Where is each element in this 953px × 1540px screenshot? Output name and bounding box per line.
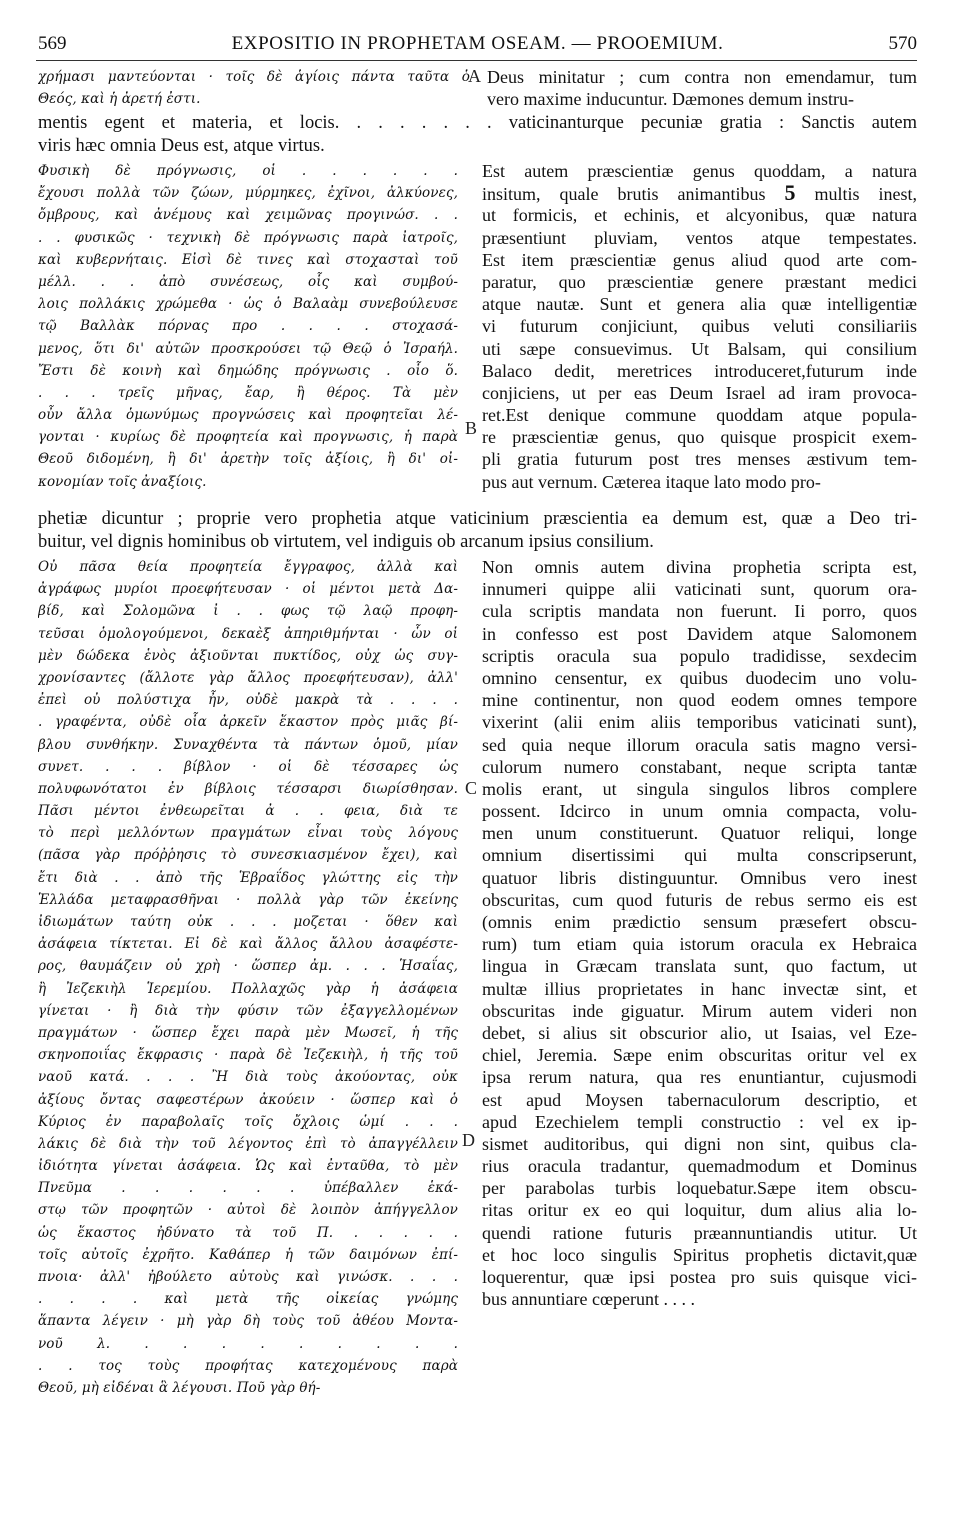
- latin-text-line: (omnis enim prædictio sensum præsefert obscu-: [482, 912, 917, 932]
- latin-text-line: mine continentur, non quod eodem omnes tempore: [482, 690, 917, 711]
- latin-text-line: lingua in Græcam translata sunt, quo factum, ut: [482, 956, 917, 977]
- header-rule: [36, 60, 917, 61]
- greek-text-line: πραγμάτων · ὥσπερ ἔχει παρὰ μὲν Μωσεῖ, ἡ τῆς: [38, 1024, 458, 1041]
- greek-text-line: Πνεῦμα . . . . . . ὑπέβαλλεν ἑκά-: [38, 1180, 458, 1197]
- greek-text-line: μενος, ὅτι δι' αὐτῶν προσκρούσει τῷ Θεῷ ὁ Ἰσραήλ.: [38, 340, 458, 357]
- full-width-text-line: phetiæ dicuntur ; proprie vero prophetia atque vaticinium præscientia ea demum est, quæ a Deo tri-: [38, 509, 917, 529]
- greek-text-line: (πᾶσα γὰρ πρόῤῥησις τὸ συνεσκιασμένον ἔχει), καὶ: [38, 847, 458, 864]
- latin-text-line: pus aut vernum. Cæterea itaque lato modo pro-: [482, 471, 821, 492]
- greek-text-line: τὸ περὶ μελλόντων πραγμάτων εἶναι τοὺς λόγους: [38, 825, 458, 842]
- greek-text-line: . . . . καὶ μετὰ τῆς οἰκείας γνώμης: [38, 1291, 458, 1308]
- latin-text-line: loquerentur, quæ ipsi postea pro suis quisque vici-: [482, 1267, 917, 1287]
- latin-text-fragment: insitum, quale brutis animantibus: [482, 184, 766, 205]
- latin-text-line: pli gratia futurum post tres menses æstivum tem-: [482, 449, 917, 470]
- greek-text-line: Θεοῦ διδομένη, ἢ δι' ἀρετὴν τοῖς ἀξίοις, ἢ δι' οἰ-: [38, 451, 458, 468]
- greek-column-1: [38, 160, 458, 493]
- latin-text-line: rum) tum etiam quia istorum oracula ex Hebraica: [482, 934, 917, 955]
- latin-text-line: omnino censentur, ex quibus duodecim uno volu-: [482, 667, 917, 688]
- greek-text-line: γίνεται · ἢ διὰ τὴν φύσιν τῶν ἐξαγγελλομένων: [38, 1002, 458, 1019]
- greek-text-line: . . τος τοὺς προφήτας κατεχομένους παρὰ: [38, 1357, 458, 1374]
- greek-text-line: σκηνοποιΐας ἔκφρασις · παρὰ δὲ Ἰεζεκιὴλ, ἡ τῆς τοῦ: [38, 1047, 458, 1064]
- latin-text-line: omnium disertissimi qui multa conscripserunt,: [482, 845, 917, 866]
- latin-text-line: innumeri quippe alii vaticinati sunt, quorum ora-: [482, 579, 917, 600]
- latin-text-line: Non omnis autem divina prophetia scripta est,: [482, 557, 917, 577]
- latin-text-line: in confesso est post Davidem atque Salomonem: [482, 623, 917, 644]
- latin-text-line: vero maxime inducuntur. Dæmones demum instru-: [487, 89, 854, 110]
- latin-text-line: obscuritas inde giguatur. Mirum autem videri non: [482, 1000, 917, 1021]
- page-header: [38, 33, 917, 59]
- right-page-number: 570: [888, 33, 917, 54]
- greek-text-line: ὡς ἕκαστος ἠδύνατο τὰ τοῦ Π. . . . . .: [38, 1224, 458, 1241]
- greek-text-line: τῷ Βαλλὰκ πόρνας προ . . . . στοχασά-: [38, 318, 458, 335]
- greek-text-line: ἰδιωμάτων ταύτη οὐκ . . . μοζεται · ὅθεν καὶ: [38, 914, 458, 930]
- greek-text-line: ὄμβρους, καὶ ἀνέμους καὶ χειμῶνας προγινώσ. . .: [38, 207, 458, 224]
- greek-text-line: καὶ κυβερνήταις. Εἰσὶ δὲ τινες καὶ στοχασταὶ τοῦ: [38, 251, 458, 268]
- latin-text-line: conjiciens, ut per eas Deum Israel ad iram provoca-: [482, 382, 917, 403]
- latin-text-line: chiel, Jeremia. Sæpe enim obscuritas oritur vel ex: [482, 1045, 917, 1066]
- latin-text-line: obscuritas, cum quod futuris de rebus sermo eis est: [482, 889, 917, 910]
- full-width-text-line: mentis egent et materia, et locis. . . . . . . . vaticinanturque pecuniæ gratia : Sanctis autem: [38, 113, 917, 133]
- greek-text-line: κονομίαν τοῖς ἀναξίοις.: [38, 473, 207, 490]
- greek-text-line: τοῖς αὐτοῖς ἐχρῆτο. Καθάπερ ἡ τῶν δαιμόνων ἐπί-: [38, 1246, 458, 1263]
- greek-text-line: Οὐ πᾶσα θεία προφητεία ἔγγραφος, ἀλλὰ καὶ: [38, 559, 458, 575]
- greek-text-line: λάκις δὲ διὰ τὴν τοῦ λέγοντος ἐπὶ τὸ ἀπαγγέλλειν: [38, 1135, 458, 1152]
- greek-text-line: νοῦ λ. . . . . . . . . .: [38, 1335, 458, 1352]
- greek-text-line: Φυσικὴ δὲ πρόγνωσις, οἱ . . . . . .: [38, 163, 458, 179]
- greek-text-line: Ἔστι δὲ κοινὴ καὶ δημώδης πρόγνωσις . οἷο ὅ.: [38, 362, 458, 379]
- greek-column-2: [38, 556, 458, 1399]
- latin-text-line: [482, 182, 917, 204]
- greek-text-line: ρος, θαυμάζειν οὐ χρὴ · ὥσπερ ἀμ. . . . Ἡσαΐας,: [38, 958, 458, 975]
- latin-text-line: men unum constituerunt. Quatuor reliqui, longe: [482, 823, 917, 844]
- greek-text-line: ἔχουσι πολλὰ τῶν ζώων, μύρμηκες, ἐχῖνοι, ἀλκύονες,: [38, 185, 458, 202]
- margin-marker-d: D: [462, 1130, 475, 1150]
- latin-text-line: Deus minitatur ; cum contra non emendamur, tum: [487, 67, 917, 87]
- spanning-paragraph-mid: [38, 508, 917, 554]
- latin-text-line: culorum numero constabant, neque scripta tantæ: [482, 756, 917, 777]
- greek-text-line: ἢ Ἰεζεκιὴλ Ἱερεμίου. Πολλαχῶς γὰρ ἡ ἀσάφεια: [38, 980, 458, 997]
- latin-text-line: ritas oritur ex eo qui loquitur, dum alius alia lo-: [482, 1200, 917, 1221]
- latin-text-line: ipsa rerum natura, qua res enuntiantur, cujusmodi: [482, 1067, 917, 1088]
- greek-text-line: . . φυσικῶς · τεχνικὴ δὲ πρόγνωσις παρὰ ἰατροῖς,: [38, 229, 458, 246]
- latin-text-line: Est autem præscientiæ genus quoddam, a natura: [482, 161, 917, 181]
- latin-text-line: cula scriptis mandata non fuerunt. Ii porro, quos: [482, 601, 917, 622]
- greek-text-line: βίδ, καὶ Σολομῶνα ἰ . . φως τῷ λαῷ προφη-: [38, 603, 458, 620]
- greek-text-line: στῳ τῶν προφητῶν · αὐτοὶ δὲ λοιπὸν ἀπήγγελλον: [38, 1202, 458, 1219]
- greek-text-line: συνετ. . . . βίβλον · οἱ δὲ τέσσαρες ὡς: [38, 758, 458, 775]
- greek-text-line: ἀσάφεια τίκτεται. Εἰ δὲ καὶ ἄλλος ἄλλου ἀσαφέστε-: [38, 936, 458, 953]
- greek-text-line: χρήμασι μαντεύονται · τοῖς δὲ ἁγίοις πάντα ταῦτα ὁ: [38, 69, 470, 85]
- greek-text-line: οὖν ἄλλα ὁμωνύμως προγνώσεις καὶ προφητεῖαι λέ-: [38, 407, 458, 424]
- latin-text-line: sed quia neque illorum oracula satis magno versi-: [482, 734, 917, 755]
- greek-text-line: ἔτι διὰ . . ἀπὸ τῆς Ἑβραΐδος γλώττης εἰς τὴν: [38, 869, 458, 886]
- greek-text-line: Πᾶσι μέντοι ἐνθεωρεῖται ἀ . . φεια, διὰ τε: [38, 803, 458, 820]
- latin-text-line: Balaco dedit, meretrices introduceret,futurum inde: [482, 360, 917, 381]
- latin-text-line: multæ illius proprietates in hanc invectæ sint, et: [482, 978, 917, 999]
- greek-text-line: ἰδιότητα γίνεται ἀσάφεια. Ὡς καὶ ἐνταῦθα, τὸ μὲν: [38, 1158, 458, 1175]
- greek-text-line: πνοια· ἀλλ' ἠβούλετο αὐτοὺς καὶ γινώσκ. . . .: [38, 1269, 458, 1285]
- latin-text-line: debet, si alius sit obscurior alio, ut Isaias, vel Eze-: [482, 1022, 917, 1043]
- latin-text-line: et hoc loco singulis Spiritus prophetis dictavit,quæ: [482, 1244, 917, 1265]
- greek-text-line: πολυφωνότατοι ἐν βίβλοις τέσσαρσι διωρίσθησαν.: [38, 780, 458, 797]
- greek-text-line: ναοῦ κατά. . . . Ἢ διὰ τοὺς ἀκούοντας, οὐκ: [38, 1069, 458, 1086]
- latin-text-line: est apud Moysen tabernaculorum descriptio, et: [482, 1089, 917, 1110]
- latin-text-line: vixerint (alii enim aliis temporibus vaticinati sunt),: [482, 712, 917, 733]
- latin-text-line: ut formicis, et echinis, et alcyonibus, quæ natura: [482, 205, 917, 226]
- greek-text-line: ἀγράφως μυρίοι προεφήτευσαν · οἱ μέντοι μετὰ Δα-: [38, 581, 458, 598]
- latin-text-line: re præscientiæ genus, quo quisque prospicit exem-: [482, 427, 917, 448]
- latin-text-line: scriptis oracula sua populo tradidisse, sexdecim: [482, 645, 917, 666]
- greek-text-line: ἀξίους ὄντας σαφεστέρων ἀκούειν · ὥσπερ καὶ ὁ: [38, 1091, 458, 1108]
- latin-text-line: paratur, quo præscientiæ genere præstant medici: [482, 271, 917, 292]
- spanning-paragraph-top: [38, 112, 917, 158]
- greek-text-line: μὲν δώδεκα ἑνὸς ἀξιοῦνται πυκτίδος, οὐχ ὡς συγ-: [38, 647, 458, 664]
- greek-text-line: Θεοῦ, μὴ εἰδέναι ἃ λέγουσι. Ποῦ γὰρ θή-: [38, 1379, 321, 1396]
- margin-marker-b: B: [465, 418, 478, 438]
- greek-text-line: γονται · κυρίως δὲ προφητεία καὶ προγνωσις, ἡ παρὰ: [38, 429, 458, 446]
- latin-text-line: bus annuntiare cœperunt . . . .: [482, 1289, 695, 1310]
- latin-text-line: uti sæpe consuevimus. Ut Balsam, qui consilium: [482, 338, 917, 359]
- greek-text-line: λοις πολλάκις χρώμεθα · ὡς ὁ Βαλαὰμ συνεβούλευσε: [38, 296, 458, 313]
- latin-text-line: molis erant, ut singula singulos libros complere: [482, 778, 917, 799]
- latin-text-line: per parabolas turbis loquebatur.Sæpe item obscu-: [482, 1178, 917, 1199]
- full-width-text-line: buitur, vel dignis hominibus ob virtutem, vel indiguis ob arcanum ipsius consilium.: [38, 532, 654, 552]
- greek-text-line: ἐπεὶ οὐ πολύστιχα ἦν, οὐδὲ μακρὰ τὰ . . . .: [38, 692, 458, 709]
- latin-text-line: ret.Est denique commune quoddam atque popula-: [482, 405, 917, 426]
- greek-text-line: Ἑλλάδα μεταφρασθῆναι · πολλὰ γὰρ τῶν ἐκείνης: [38, 891, 458, 908]
- greek-text-line: . . . τρεῖς μῆνας, ἔαρ, ἢ θέρος. Τὰ μὲν: [38, 384, 458, 401]
- latin-column-2: [482, 556, 917, 1310]
- line-number: 5: [784, 182, 796, 205]
- latin-text-line: possent. Idcirco in unum omnia compacta, volu-: [482, 801, 917, 822]
- latin-text-line: atque nautæ. Sunt et genera alia quæ intelligentiæ: [482, 294, 917, 315]
- margin-marker-a: A: [468, 66, 481, 86]
- full-width-text-line: viris hæc omnia Deus est, atque virtus.: [38, 136, 325, 156]
- latin-text-line: rius oracula tradantur, quemadmodum et Dominus: [482, 1156, 917, 1177]
- running-title: EXPOSITIO IN PROPHETAM OSEAM. — PROOEMIUM.: [231, 33, 724, 54]
- latin-text-line: quendi ratione futuris præannuntiandis utitur. Ut: [482, 1222, 917, 1243]
- latin-text-line: præsentiunt pluviam, ventos atque tempestates.: [482, 227, 917, 248]
- latin-column-top: [487, 66, 917, 110]
- latin-text-line: quatuor libris distinguuntur. Omnibus vero inest: [482, 867, 917, 888]
- latin-text-line: apud Ezechielem templi constructio : vel ex ip-: [482, 1111, 917, 1132]
- margin-marker-c: C: [465, 778, 478, 798]
- greek-text-line: . γραφέντα, οὐδὲ οἷα ἀρκεῖν ἕκαστον πρὸς μιᾶς βί-: [38, 714, 458, 731]
- left-page-number: 569: [38, 33, 67, 54]
- latin-text-fragment: multis inest,: [814, 184, 917, 205]
- greek-text-line: βλου συνθήκην. Συναχθέντα τὰ πάντων ὁμοῦ, μίαν: [38, 736, 458, 753]
- greek-text-line: Κύριος ἐν παραβολαῖς τοῖς ὄχλοις ὡμί . . .: [38, 1113, 458, 1130]
- greek-column-top: [38, 66, 470, 110]
- latin-text-line: Est item præscientiæ genus aliud quod arte com-: [482, 249, 917, 270]
- latin-text-line: vi futurum conjiciunt, quibus veluti consiliariis: [482, 316, 917, 337]
- greek-text-line: τεῦσαι ὁμολογούμενοι, δεκαὲξ ἀπηριθμήνται · ὧν οἱ: [38, 625, 458, 642]
- latin-text-line: sismet auditoribus, qui digni non sint, quibus cla-: [482, 1133, 917, 1154]
- greek-text-line: μέλλ. . . ἀπὸ συνέσεως, οἷς καὶ συμβού-: [38, 273, 458, 290]
- greek-text-line: Θεός, καὶ ἡ ἀρετή ἐστι.: [38, 91, 201, 108]
- latin-column-1: [482, 160, 917, 493]
- greek-text-line: χρονίσαντες (ἄλλοτε γὰρ ἄλλος προεφήτευσαν), ἀλλ': [38, 669, 458, 686]
- greek-text-line: ἅπαντα λέγειν · μὴ γὰρ δὴ τοὺς τοῦ ἀθέου Μοντα-: [38, 1313, 458, 1330]
